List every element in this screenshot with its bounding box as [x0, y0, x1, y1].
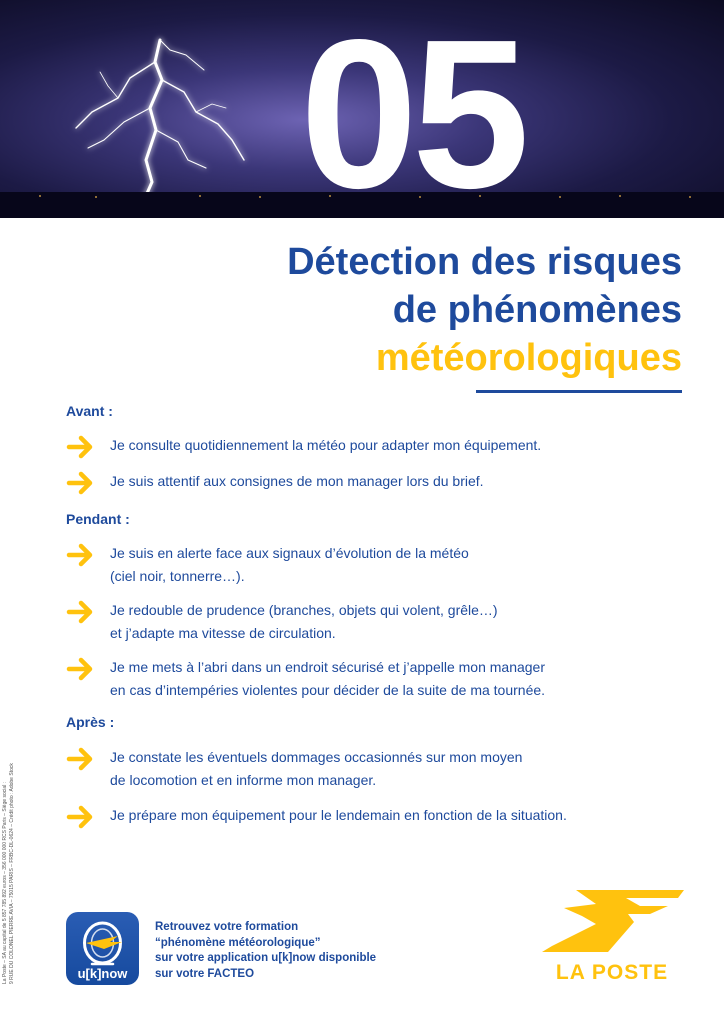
arrow-right-icon [66, 542, 96, 568]
hero-banner [0, 0, 724, 218]
arrow-right-icon [66, 656, 96, 682]
item-text: Je suis en alerte face aux signaux d’évolution de la météo [110, 545, 469, 561]
item-text: Je consulte quotidiennement la météo pour adapter mon équipement. [110, 437, 542, 453]
item-text: Je prépare mon équipement pour le lendemain en fonction de la situation. [110, 807, 567, 823]
section-heading-apres: Après : [66, 714, 115, 730]
la-poste-logo-text: LA POSTE [555, 961, 669, 984]
legal-notice [2, 704, 16, 984]
item-text: Je redouble de prudence (branches, objets qui volent, grêle…) [110, 602, 498, 618]
item-text: Je me mets à l’abri dans un endroit sécurisé et j’appelle mon manager [110, 659, 546, 675]
uknow-app-icon[interactable] [66, 912, 139, 985]
page-title [287, 238, 682, 382]
section-heading-avant: Avant : [66, 403, 113, 419]
legal-line-2: 9 RUE DU COLONEL PIERRE AVIA – 75015 PARIS – FRBC-DL-0624 – Crédit photo : Adobe Stock [9, 763, 15, 984]
item-text: (ciel noir, tonnerre…). [110, 568, 245, 584]
item-text: en cas d’intempéries violentes pour décider de la suite de ma tournée. [110, 682, 546, 698]
arrow-right-icon [66, 804, 96, 830]
promo-line-3: sur votre application u[k]now disponible [155, 952, 377, 964]
title-divider [476, 390, 682, 393]
app-icon-label: u[k]now [77, 966, 128, 981]
section-heading-pendant: Pendant : [66, 511, 130, 527]
item-text: Je suis attentif aux consignes de mon manager lors du brief. [110, 473, 484, 489]
promo-line-1: Retrouvez votre formation [155, 921, 299, 933]
promo-line-2: “phénomène météorologique” [155, 936, 321, 949]
item-text: et j’adapte ma vitesse de circulation. [110, 625, 336, 641]
title-line-1: Détection des risques [287, 241, 682, 283]
item-text: de locomotion et en informe mon manager. [110, 772, 377, 788]
arrow-right-icon [66, 599, 96, 625]
item-text: Je constate les éventuels dommages occasionnés sur mon moyen [110, 749, 523, 765]
promo-text [155, 920, 435, 982]
title-line-3: météorologiques [375, 337, 682, 379]
arrow-right-icon [66, 470, 96, 496]
promo-line-4: sur votre FACTEO [155, 967, 255, 980]
arrow-right-icon [66, 434, 96, 460]
arrow-right-icon [66, 746, 96, 772]
legal-line-1: La Poste – SA au capital de 5 857 785 892 euros – 356 000 000 RCS Paris – Siège social : [2, 781, 8, 984]
title-line-2: de phénomènes [392, 289, 682, 331]
sheet-number: 05 [300, 0, 524, 218]
